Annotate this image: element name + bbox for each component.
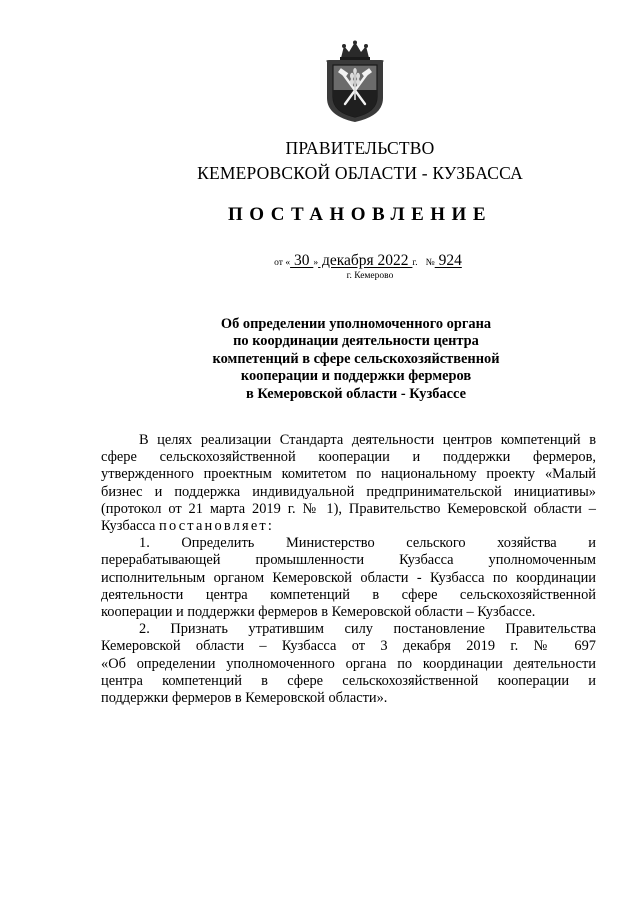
date-month-year: декабря 2022: [318, 252, 413, 269]
item-1-line: деятельности центра компетенций в сфере сельскохозяйственной: [101, 586, 596, 603]
preamble-last-line: [101, 518, 596, 535]
document-type-heading: ПОСТАНОВЛЕНИЕ: [227, 204, 493, 225]
item-2-line: «Об определении уполномоченного органа по координации деятельности: [101, 655, 596, 672]
item-2-line: центра компетенций в сфере сельскохозяйственной кооперации и: [101, 672, 596, 689]
title-line: кооперации и поддержки фермеров: [240, 368, 472, 385]
preamble-line: сфере сельскохозяйственной кооперации и поддержки фермеров,: [101, 449, 596, 466]
date-close-quote: »: [313, 258, 319, 268]
item-1-line: исполнительным органом Кемеровской области - Кузбасса по координации: [101, 569, 596, 586]
document-date-line: [4, 252, 640, 272]
organization-name-line-1: ПРАВИТЕЛЬСТВО: [285, 138, 435, 158]
item-2-line: поддержки фермеров в Кемеровской области».: [101, 690, 388, 707]
item-1-line: кооперации и поддержки фермеров в Кемеровской области – Кузбассе.: [101, 604, 536, 621]
preamble-line: (протокол от 21 марта 2019 г. № 1), Правительство Кемеровской области –: [101, 500, 596, 517]
date-from-label: от «: [274, 258, 291, 268]
document-place: г. Кемерово: [346, 271, 394, 281]
item-2-line: Кемеровской области – Кузбасса от 3 декабря 2019 г. № 697: [101, 638, 596, 655]
document-number: 924: [434, 252, 462, 269]
item-1-line: перерабатывающей промышленности Кузбасса уполномоченным: [101, 552, 596, 569]
date-year-suffix: г.: [412, 258, 418, 268]
number-sign: №: [425, 258, 435, 268]
title-line: Об определении уполномоченного органа: [220, 316, 492, 332]
preamble-line: В целях реализации Стандарта деятельности центров компетенций в: [139, 432, 596, 448]
kuzbass-coat-of-arms-icon: [321, 40, 389, 124]
resolves-word: постановляет:: [159, 518, 275, 535]
organization-name-line-2: КЕМЕРОВСКОЙ ОБЛАСТИ - КУЗБАССА: [197, 163, 523, 183]
document-body: [101, 432, 596, 707]
preamble-line: утвержденного проектным комитетом по национальному проекту «Малый: [101, 466, 596, 483]
preamble-last-text: Кузбасса: [101, 518, 160, 535]
title-line: компетенций в сфере сельскохозяйственной: [212, 350, 500, 367]
title-line: в Кемеровской области - Кузбассе: [245, 385, 466, 402]
preamble-line: бизнес и поддержка индивидуальной предпринимательской инициативы»: [101, 483, 596, 500]
document-title: [196, 316, 516, 403]
title-line: по координации деятельности центра: [233, 333, 479, 350]
date-day: 30: [290, 252, 314, 269]
item-1-line: 1. Определить Министерство сельского хозяйства и: [139, 535, 596, 552]
item-2-line: 2. Признать утратившим силу постановление Правительства: [139, 621, 596, 638]
